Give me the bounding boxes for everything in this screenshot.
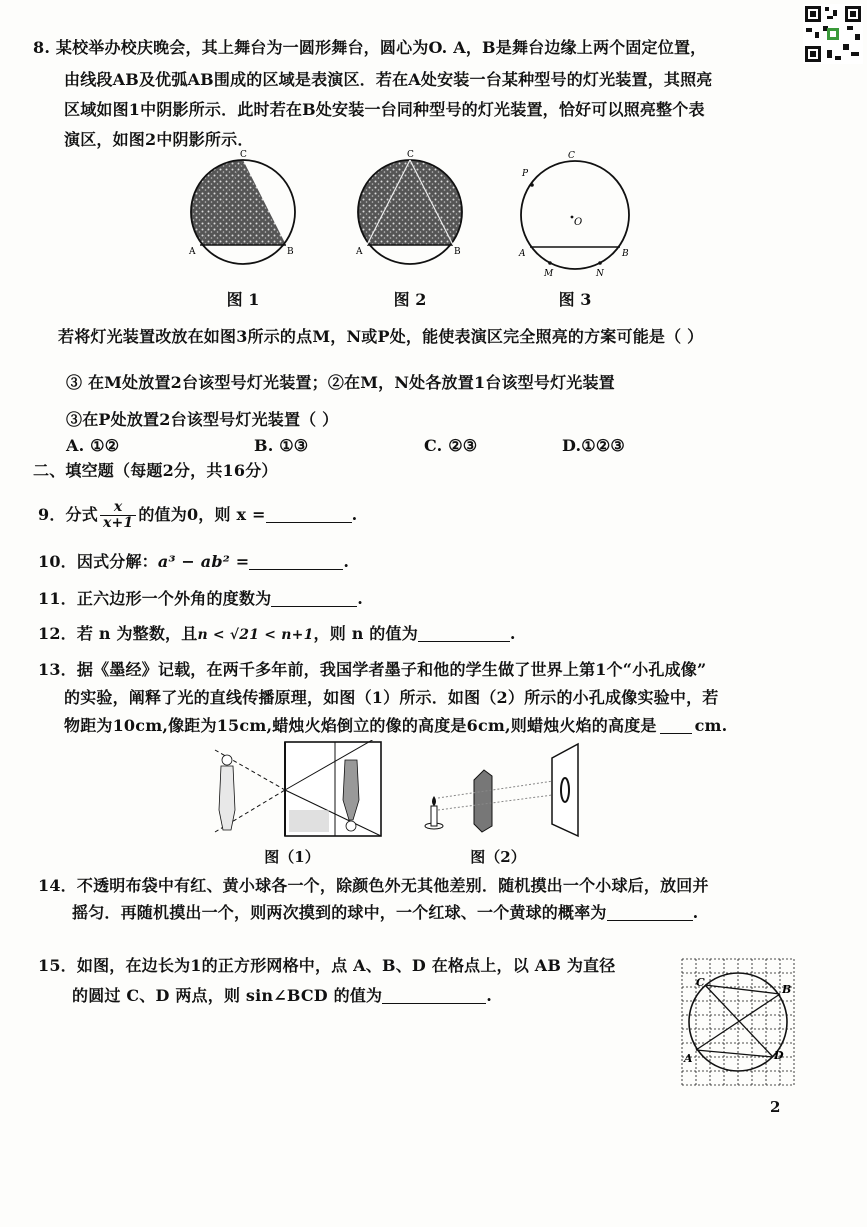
q12-prefix: 12．若 n 为整数，且 [38,624,198,643]
q9-suffix: 的值为0，则 x = [138,505,266,524]
q11 [38,589,363,609]
q8-figure-3 [510,145,640,280]
fig3-label-o: O [574,217,583,228]
fig2-label-c: C [407,150,414,160]
fig3-label-b: B [622,249,629,259]
q13-answer-blank[interactable] [660,717,692,734]
section-2-title: 二、填空题（每题2分，共16分） [33,461,278,480]
q13-line3-text: 物距为10cm,像距为15cm,蜡烛火焰倒立的像的高度是6cm,则蜡烛火焰的高度是 [64,716,657,735]
fig1-label-a: A [189,247,196,257]
q15-label-c: C [696,976,705,989]
qr-code-icon [803,4,863,64]
fig3-label-a: A [519,249,526,259]
q15-line2 [72,986,492,1006]
q8-choice-a[interactable]: A. ①② [66,436,120,455]
q8-option-line2: ③在P处放置2台该型号灯光装置（ ） [66,410,339,429]
q10-end: . [343,552,350,571]
q8-question: 若将灯光装置改放在如图3所示的点M，N或P处，能使表演区完全照亮的方案可能是（ ） [58,327,704,346]
q13-fig2-caption: 图（2） [470,848,526,866]
q12-expression: n < √21 < n+1 [197,627,314,643]
q13-line2: 的实验，阐释了光的直线传播原理，如图（1）所示．如图（2）所示的小孔成像实验中，若 [64,688,719,707]
q9 [38,496,357,534]
q8-line2: 由线段AB及优弧AB围成的区域是表演区．若在A处安装一台某种型号的灯光装置，其照亮 [64,70,713,89]
page-number: 2 [770,1098,781,1116]
q12 [38,624,516,645]
q10-expression: a³ − ab² = [157,552,250,571]
q15-grid-figure [678,955,798,1090]
fig2-label-b: B [454,247,461,257]
q9-end: . [351,505,358,524]
q15-line2-text: 的圆过 C、D 两点，则 sin∠BCD 的值为 [72,986,383,1005]
q8-line1: 8. 某校举办校庆晚会，其上舞台为一圆形舞台，圆心为O. A，B是舞台边缘上两个固定位置， [33,38,707,57]
q14-line2 [72,903,698,923]
q8-line3: 区域如图1中阴影所示．此时若在B处安装一台同种型号的灯光装置，恰好可以照亮整个表 [64,100,705,119]
q9-numerator: x [100,500,136,516]
q10 [38,552,349,572]
q14-line1: 14．不透明布袋中有红、黄小球各一个，除颜色外无其他差别．随机摸出一个小球后，放回并 [38,876,709,895]
fig3-label-p: P [522,169,529,179]
fig3-caption: 图 3 [558,290,592,309]
q9-answer-blank[interactable] [266,506,352,523]
fig3-label-m: M [544,269,554,279]
q12-answer-blank[interactable] [418,625,510,642]
q8-choice-d[interactable]: D.①②③ [562,436,625,455]
fig3-label-n: N [596,269,604,279]
fig2-caption: 图 2 [393,290,427,309]
q13-figure-1 [205,740,385,840]
q9-denominator: x+1 [102,515,134,531]
fig3-label-c: C [568,151,575,161]
q15-end: . [486,986,493,1005]
q11-end: . [357,589,364,608]
q14-end: . [692,903,699,922]
q9-prefix: 9．分式 [38,505,98,524]
q8-choice-b[interactable]: B. ①③ [254,436,309,455]
q14-answer-blank[interactable] [607,904,693,921]
q11-answer-blank[interactable] [271,590,357,607]
q8-choice-c[interactable]: C. ②③ [424,436,478,455]
q13-line1: 13．据《墨经》记载，在两千多年前，我国学者墨子和他的学生做了世界上第1个“小孔成像” [38,660,707,679]
q9-fraction [100,500,136,531]
q12-end: . [509,624,516,643]
q8-option-line1: ③ 在M处放置2台该型号灯光装置；②在M，N处各放置1台该型号灯光装置 [66,373,615,392]
q13-fig1-caption: 图（1） [264,848,320,866]
q13-figure-2 [412,740,592,840]
q13-line3 [64,716,727,736]
fig2-label-a: A [356,247,363,257]
q10-prefix: 10．因式分解： [38,552,158,571]
q15-label-a: A [684,1052,693,1065]
q14-line2-text: 摇匀．再随机摸出一个，则两次摸到的球中，一个红球、一个黄球的概率为 [72,903,607,922]
q15-label-d: D [774,1049,784,1062]
fig1-label-b: B [287,247,294,257]
q8-figure-2 [350,150,470,275]
q15-line1: 15．如图，在边长为1的正方形网格中，点 A、B、D 在格点上，以 AB 为直径 [38,956,616,975]
q12-suffix: ，则 n 的值为 [313,624,418,643]
q11-text: 11．正六边形一个外角的度数为 [38,589,272,608]
q8-line4: 演区，如图2中阴影所示． [64,130,254,149]
q15-answer-blank[interactable] [382,987,486,1004]
q15-label-b: B [782,983,792,996]
fig1-label-c: C [240,150,247,160]
q10-answer-blank[interactable] [249,553,343,570]
fig1-caption: 图 1 [226,290,260,309]
q8-figure-1 [183,150,303,275]
q13-unit: cm. [694,716,728,735]
